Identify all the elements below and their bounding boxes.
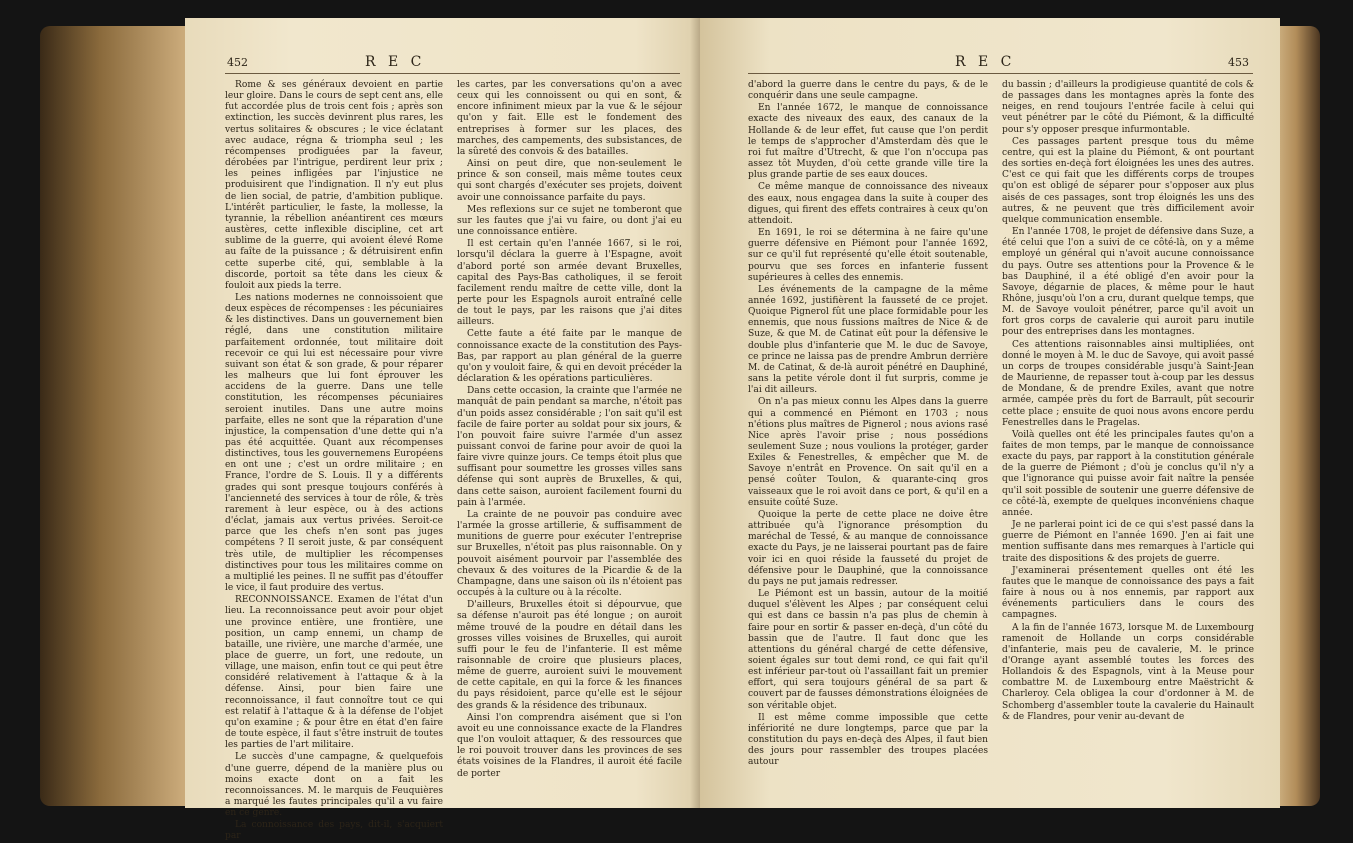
paragraph: Ces attentions raisonnables ainsi multipliées, ont donné le moyen à M. le duc de Savoye, qui avoit passé un corps de troupes considérable jusqu'à Saint-Jean de Maurienne, de repasser tout à-coup par les dessus de Mondane, & de prendre Exiles, avant que notre armée, campée près du fort de Barrault, pût secourir cette place ; ensuite de quoi nous avons encore perdu Fenestrelles dans le Pragelas. [1002, 339, 1254, 428]
header-rule [225, 73, 680, 74]
page-number: 453 [1228, 56, 1249, 69]
paragraph: Le succès d'une campagne, & quelquefois d'une guerre, dépend de la manière plus ou moins exacte dont on a fait les reconnoissances. M. le marquis de Feuquières a marqué les fautes principales qu'il a vu faire en ce genre. [225, 752, 443, 819]
paragraph: Voilà quelles ont été les principales fautes qu'on a faites de mon temps, par le manque de connoissance exacte du pays, par rapport à la constitution générale de la guerre de Piémont ; d'où je conclus qu'il n'y a que l'ignorance qui puisse avoir fait naître la pensée qu'il soit possible de soutenir une guerre défensive de ce côté-là, exempte de quelques inconvéniens chaque année. [1002, 429, 1254, 518]
paragraph: La connoissance des pays, dit-il, s'acquiert par [225, 820, 443, 842]
running-head: R E C [365, 54, 426, 70]
paragraph: Cette faute a été faite par le manque de connoissance exacte de la constitution des Pays-Bas, par rapport au plan général de la guerre qu'on y vouloit faire, & qui en devoit précéder la déclaration & les opérations particulières. [457, 329, 682, 385]
page-number: 452 [227, 56, 248, 69]
paragraph: D'ailleurs, Bruxelles étoit si dépourvue, que sa défense n'auroit pas été longue ; on auroit même trouvé de la poudre en détail dans les grosses villes voisines de Bruxelles, qui auroit suffi pour le feu de l'infanterie. Il est même raisonnable de croire que plusieurs places, même de guerre, auroient suivi le mouvement de cette capitale, en qui la force & les finances du pays résidoient, parce qu'elle est le séjour des grands & la résidence des tribunaux. [457, 600, 682, 711]
paragraph: Ainsi on peut dire, que non-seulement le prince & son conseil, mais même toutes ceux qui sont chargés d'exécuter ses projets, doivent avoir une connoissance parfaite du pays. [457, 159, 682, 203]
paragraph: Les nations modernes ne connoissoient que deux espèces de récompenses : les pécuniaires & les distinctives. Dans un gouvernement bien réglé, dans une constitution militaire parfaitement ordonnée, tout militaire doit recevoir ce qui lui est nécessaire pour vivre suivant son état & son grade, & pour réparer les malheurs que lui font éprouver les accidens de la guerre. Dans une telle constitution, les récompenses pécuniaires seroient inutiles. Dans une autre moins parfaite, elles ne sont que la réparation d'une injustice, la compensation d'une dette qui n'a pas été acquittée. Quant aux récompenses distinctives, tous les gouvernemens Européens en ont une ; c'est un ordre militaire ; en France, l'ordre de S. Louis. Il y a différents grades qui sont presque toujours conférés à l'ancienneté des services à tour de rôle, & très rarement à leur espèce, ou à des actions d'éclat, jamais aux vertus privées. Seroit-ce parce que les chefs n'en sont pas juges compétens ? Il seroit juste, & par conséquent très utile, de multiplier les récompenses distinctives pour tous les militaires comme on a multiplié les peines. Il ne suffit pas d'étouffer le vice, il faut produire des vertus. [225, 292, 443, 594]
paragraph: A la fin de l'année 1673, lorsque M. de Luxembourg ramenoit de Hollande un corps considérable d'infanterie, mais peu de cavalerie, M. le prince d'Orange ayant assemblé toutes les forces des Hollandois & des Espagnols, vint à la Meuse pour combattre M. de Luxembourg entre Maëstricht & Charleroy. Cela obligea la cour d'ordonner à M. de Schomberg d'assembler toute la cavalerie du Hainault & de Flandres, pour venir au-devant de [1002, 622, 1254, 722]
open-book [40, 8, 1320, 842]
running-head: R E C [955, 54, 1016, 70]
paragraph: La crainte de ne pouvoir pas conduire avec l'armée la grosse artillerie, & suffisamment de munitions de guerre pour exécuter l'entreprise sur Bruxelles, n'étoit pas plus raisonnable. On y pouvoit aisément pourvoir par l'assemblée des chevaux & des voitures de la Picardie & de la Champagne, dans une saison où ils n'étoient pas occupés à la culture ou à la récolte. [457, 509, 682, 599]
paragraph: RECONNOISSANCE. Examen de l'état d'un lieu. La reconnoissance peut avoir pour objet une province entière, une frontière, une position, un camp ennemi, un champ de bataille, une rivière, une marche d'armée, une place de guerre, un fort, une redoute, un village, une maison, enfin tout ce qui peut être considéré relativement à l'attaque & à la défense. Ainsi, pour bien faire une reconnoissance, il faut connoître tout ce qui est relatif à l'attaque & à la défense de l'objet qu'on examine ; & pour être en état d'en faire de toute espèce, il faut s'être instruit de toutes les parties de l'art militaire. [225, 595, 443, 751]
paragraph: Dans cette occasion, la crainte que l'armée ne manquât de pain pendant sa marche, n'étoit pas d'un poids assez considérable ; l'on sait qu'il est facile de faire porter au soldat pour six jours, & l'on pouvoit faire suivre l'armée d'un assez puissant convoi de farine pour avoir de quoi la faire vivre quinze jours. Ce temps étoit plus que suffisant pour soumettre les grosses villes sans défense qui sont auprès de Bruxelles, & qui, dans cette saison, auroient facilement fourni du pain à l'armée. [457, 386, 682, 508]
paragraph: Rome & ses généraux devoient en partie leur gloire. Dans le cours de sept cent ans, elle fut accordée plus de trois cent fois ; après son extinction, les succès devinrent plus rares, les vertus solitaires & obscures ; le vice éclatant avec audace, régna & triompha seul ; les récompenses prodiguées par la faveur, dérobées par l'intrigue, perdirent leur prix ; les peines infligées par l'injustice ne produisirent que l'indignation. Il n'y eut plus de lien social, de patrie, d'ambition publique. L'intérêt particulier, le faste, la mollesse, la tyrannie, la rébellion anéantirent ces mœurs austères, cette inflexible discipline, cet art sublime de la guerre, qui avoient élevé Rome au faîte de la puissance ; & détruisirent enfin cette superbe cité, qui, semblable à la discorde, portoit sa tête dans les cieux & fouloit aux pieds la terre. [225, 80, 443, 291]
paragraph: Il est même comme impossible que cette infériorité ne dure longtemps, parce que par la constitution du pays en-deçà des Alpes, il faut bien des jours pour rassembler des troupes placées autour [748, 712, 988, 768]
paragraph: En l'année 1672, le manque de connoissance exacte des niveaux des eaux, des canaux de la Hollande & de leur effet, fut cause que l'on perdit le temps de s'approcher d'Amsterdam dès que le roi fut maître d'Utrecht, & que l'on n'occupa pas assez tôt Muyden, d'où cette grande ville tire la plus grande partie de ses eaux douces. [748, 103, 988, 181]
paragraph: Ainsi l'on comprendra aisément que si l'on avoit eu une connoissance exacte de la Flandres que l'on vouloit attaquer, & des ressources que le roi pouvoit trouver dans les provinces de ses états voisines de la Flandres, il auroit été facile de porter [457, 712, 682, 779]
paragraph: On n'a pas mieux connu les Alpes dans la guerre qui a commencé en Piémont en 1703 ; nous n'étions plus maîtres de Pignerol ; nous avions rasé Nice après l'avoir prise ; nous possédions seulement Suze ; nous voulions la protéger, garder Exiles & Fenestrelles, & empêcher que M. de Savoye n'entrât en Provence. On sait qu'il en a pensé coûter Toulon, & quarante-cinq gros vaisseaux que le roi avoit dans ce port, & qu'il en a ensuite coûté Suze. [748, 397, 988, 508]
header-rule [748, 73, 1253, 74]
paragraph: du bassin ; d'ailleurs la prodigieuse quantité de cols & de passages dans les montagnes après la fonte des neiges, en rend toujours l'entrée facile à celui qui veut pénétrer par le côté du Piémont, & la difficulté pour s'y opposer presque infurmontable. [1002, 80, 1254, 135]
paragraph: les cartes, par les conversations qu'on a avec ceux qui les connoissent ou qui en sont, & encore infiniment mieux par la vue & le séjour qu'on y fait. Elle est le fondement des entreprises à former sur les places, des marches, des campements, des subsistances, de la sûreté des convois & des batailles. [457, 80, 682, 157]
paragraph: Quoique la perte de cette place ne doive être attribuée qu'à l'ignorance présomption du maréchal de Tessé, & au manque de connoissance exacte du Pays, je ne laisserai pourtant pas de faire voir ici en quoi réside la fausseté du projet de défensive pour le Dauphiné, que la connoissance du pays ne put jamais redresser. [748, 509, 988, 587]
column-left [225, 80, 443, 842]
paragraph: En 1691, le roi se détermina à ne faire qu'une guerre défensive en Piémont pour l'année 1692, sur ce qu'il fut représenté qu'elle étoit soutenable, pourvu que ses forces en infanterie fussent supérieures à celles des ennemis. [748, 228, 988, 283]
paragraph: Les événements de la campagne de la même année 1692, justifièrent la fausseté de ce projet. Quoique Pignerol fût une place formidable pour les ennemis, que nous fussions maîtres de Nice & de Suze, & que M. de Catinat eût pour la défensive le double plus d'infanterie que M. le duc de Savoye, ce prince ne laissa pas de prendre Ambrun derrière M. de Catinat, & de-là auroit pénétré en Dauphiné, sans la petite vérole dont il fut surpris, comme je l'ai dit ailleurs. [748, 284, 988, 396]
left-page [185, 18, 715, 842]
column-right [457, 80, 682, 800]
paragraph: J'examinerai présentement quelles ont été les fautes que le manque de connoissance des pays a fait faire à nous ou à nos ennemis, par rapport aux événements particuliers dans le cours des campagnes. [1002, 565, 1254, 621]
paragraph: Il est certain qu'en l'année 1667, si le roi, lorsqu'il déclara la guerre à l'Espagne, avoit d'abord porté son armée devant Bruxelles, capital des Pays-Bas catholiques, il se feroit facilement rendu maître de cette ville, dont la perte pour les Espagnols auroit entraîné celle de tout le pays, par les raisons que j'ai dites ailleurs. [457, 239, 682, 328]
paragraph: Mes reflexions sur ce sujet ne tomberont que sur les fautes que j'ai vu faire, ou dont j'ai eu une connoissance entière. [457, 204, 682, 238]
column-right [1002, 80, 1254, 800]
paragraph: En l'année 1708, le projet de défensive dans Suze, a été celui que l'on a suivi de ce côté-là, on y a même employé un général qui n'avoit aucune connoissance du pays. Outre ses attentions pour la Provence & le bas Dauphiné, il a été obligé d'en avoir pour la Savoye, dégarnie de places, & même pour le haut Rhône, jusqu'où l'on a cru, durant quelque temps, que M. de Savoye vouloit pénétrer, parce qu'il avoit un fort gros corps de cavalerie qui auroit paru inutile pour des entreprises dans les montagnes. [1002, 227, 1254, 338]
paragraph: Ces passages partent presque tous du même centre, qui est la plaine du Piémont, & ont pourtant des sorties en-deçà fort éloignées les unes des autres. C'est ce qui fait que les différents corps de troupes qu'on est obligé de séparer pour s'opposer aux plus aisés de ces passages, sont trop éloignés les uns des autres, & ne peuvent que très difficilement avoir quelque communication ensemble. [1002, 136, 1254, 225]
paragraph: Je ne parlerai point ici de ce qui s'est passé dans la guerre de Piémont en l'année 1690. J'en ai fait une mention suffisante dans mes remarques à l'article qui traite des dispositions & des projets de guerre. [1002, 520, 1254, 564]
column-left [748, 80, 988, 800]
paragraph: d'abord la guerre dans le centre du pays, & de le conquérir dans une seule campagne. [748, 80, 988, 102]
paragraph: Le Piémont est un bassin, autour de la moitié duquel s'élèvent les Alpes ; par conséquent celui qui est dans ce bassin n'a pas plus de chemin à faire pour en sortir & passer en-deçà, d'un côté du bassin que de l'autre. Il faut donc que les attentions du général chargé de cette défensive, soient égales sur tout demi rond, ce qui fait qu'il est inférieur par-tout où l'assaillant fait un premier effort, qui sera toujours général de sa part & couvert par de fausses démonstrations éloignées de son véritable objet. [748, 589, 988, 711]
right-page [700, 18, 1280, 808]
paragraph: Ce même manque de connoissance des niveaux des eaux, nous engagea dans la suite à couper des digues, qui firent des effets contraires à ceux qu'on attendoit. [748, 182, 988, 226]
